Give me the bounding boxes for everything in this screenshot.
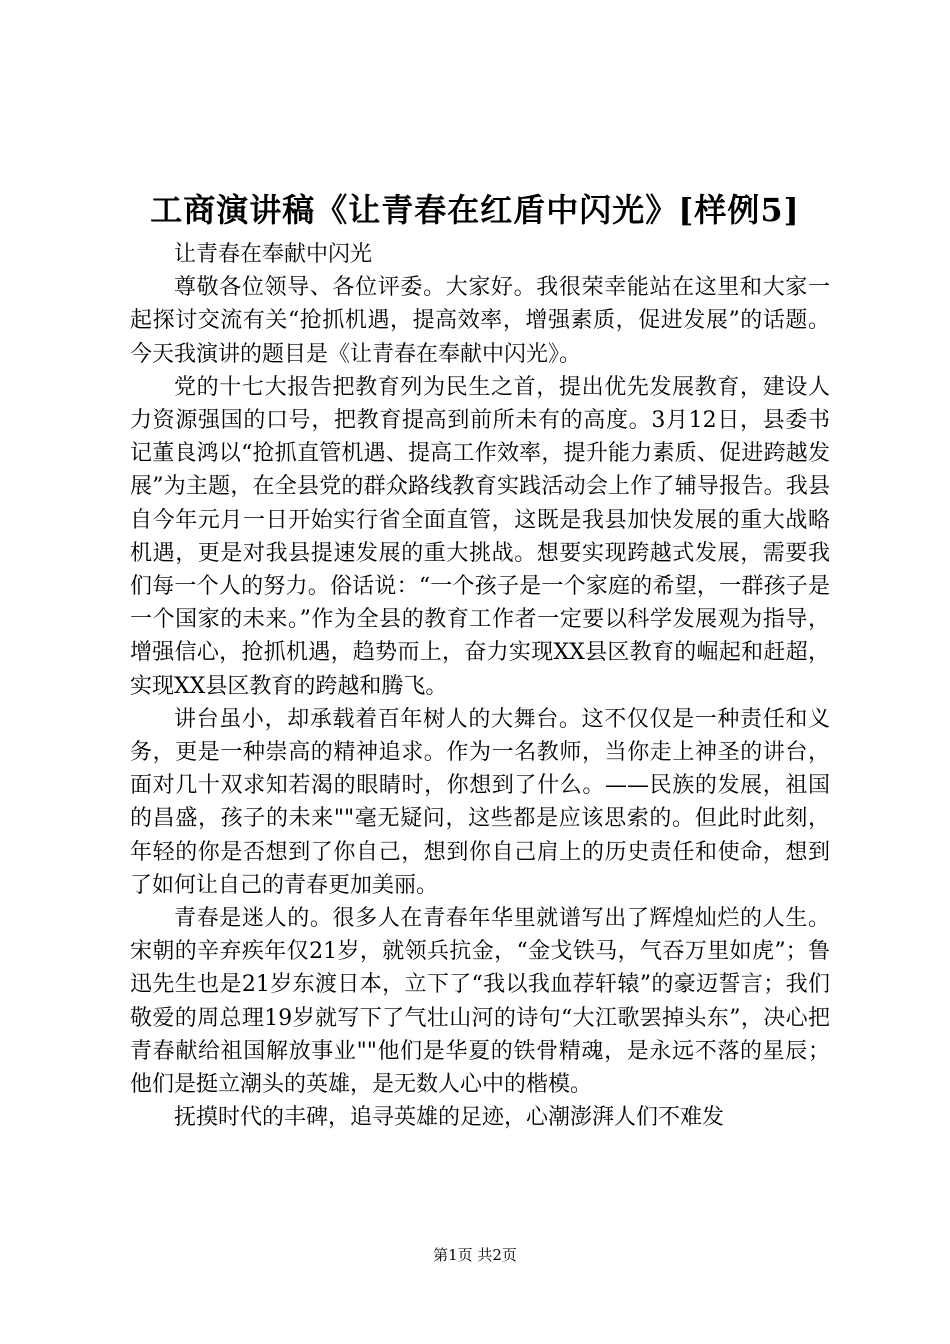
body-paragraph: 青春是迷人的。很多人在青春年华里就谱写出了辉煌灿烂的人生。宋朝的辛弃疾年仅21岁，就领兵抗金，“金戈铁马，气吞万里如虎”；鲁迅先生也是21岁东渡日本，立下了“我以我血荐轩辕”的豪迈誓言；我们敬爱的周总理19岁就写下了气壮山河的诗句“大江歌罢掉头东”，决心把青春献给祖国解放事业""他们是华夏的铁骨精魂，是永远不落的星辰；他们是挺立潮头的英雄，是无数人心中的楷模。 [130, 906, 830, 1098]
body-paragraph: 讲台虽小，却承载着百年树人的大舞台。这不仅仅是一种责任和义务，更是一种崇高的精神追求。作为一名教师，当你走上神圣的讲台，面对几十双求知若渴的眼睛时，你想到了什么。——民族的发展，祖国的昌盛，孩子的未来""毫无疑问，这些都是应该思索的。但此时此刻，年轻的你是否想到了你自己，想到你自己肩上的历史责任和使命，想到了如何让自己的青春更加美丽。 [130, 706, 830, 898]
subtitle-paragraph: 让青春在奉献中闪光 [174, 242, 373, 267]
body-paragraph: 抚摸时代的丰碑，追寻英雄的足迹，心潮澎湃人们不难发 [174, 1105, 725, 1131]
page-number-footer: 第1页 共2页 [433, 1246, 517, 1264]
document-title: 工商演讲稿《让青春在红盾中闪光》[样例5] [150, 191, 800, 229]
body-paragraph: 党的十七大报告把教育列为民生之首，提出优先发展教育，建设人力资源强国的口号，把教育提高到前所未有的高度。3月12日，县委书记董良鸿以“抢抓直管机遇、提高工作效率，提升能力素质、促进跨越发展”为主题，在全县党的群众路线教育实践活动会上作了辅导报告。我县自今年元月一日开始实行省全面直管，这既是我县加快发展的重大战略机遇，更是对我县提速发展的重大挑战。想要实现跨越式发展，需要我们每一个人的努力。俗话说：“一个孩子是一个家庭的希望，一群孩子是一个国家的未来。”作为全县的教育工作者一定要以科学发展观为指导，增强信心，抢抓机遇，趋势而上，奋力实现XX县区教育的崛起和赶超，实现XX县区教育的跨越和腾飞。 [130, 374, 830, 699]
document-body [130, 238, 830, 1134]
body-paragraph: 尊敬各位领导、各位评委。大家好。我很荣幸能站在这里和大家一起探讨交流有关“抢抓机遇，提高效率，增强素质，促进发展”的话题。今天我演讲的题目是《让青春在奉献中闪光》。 [130, 275, 830, 367]
